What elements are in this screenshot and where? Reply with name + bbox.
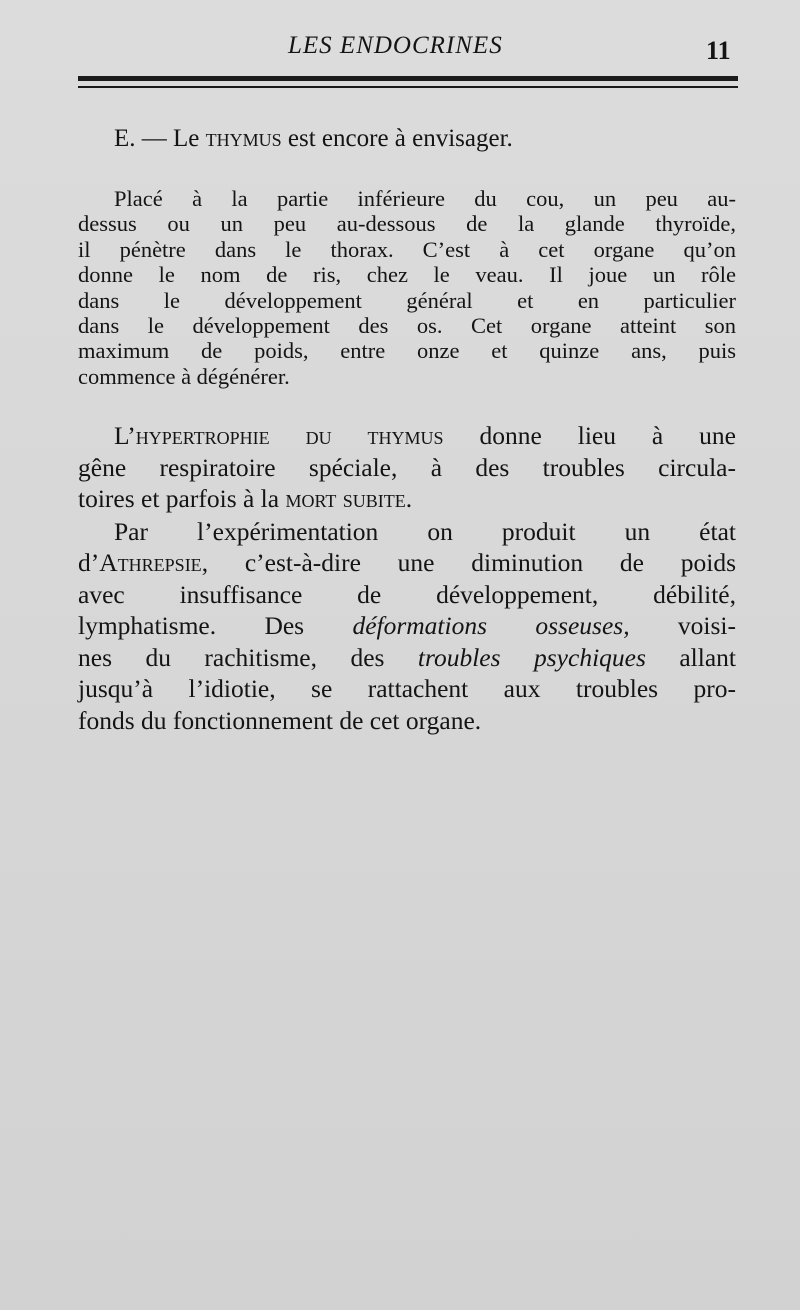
paragraph-line: Par l’expérimentation on produit un état (114, 516, 736, 546)
heading-suffix: est encore à envisager. (287, 125, 513, 152)
heading-prefix: E. — Le (114, 125, 200, 152)
text-run: toires et parfois à la (78, 484, 286, 513)
text-run: lymphatisme. Des (78, 611, 353, 640)
heading-thymus: thymus (205, 125, 282, 152)
italic-run: déformations osseuses, (352, 611, 630, 640)
small-caps-run: threpsie (117, 548, 202, 577)
paragraph-line: maximum de poids, entre onze et quinze ans, puis (78, 338, 736, 364)
paragraph-line: commence à dégénérer. (78, 363, 290, 389)
paragraph-line: avec insuffisance de développement, débilité, (78, 579, 736, 609)
text-run: d’A (78, 548, 118, 577)
header-rule-thin (78, 86, 738, 88)
running-title: LES ENDOCRINES (288, 32, 503, 59)
paragraph-line: gêne respiratoire spéciale, à des troubles circula- (78, 452, 736, 482)
paragraph-line: dessus ou un peu au-dessous de la glande thyroïde, (78, 211, 736, 237)
text-run: allant (645, 642, 736, 672)
section-heading (78, 122, 736, 156)
paragraph-line (78, 610, 736, 642)
paragraph-line: Placé à la partie inférieure du cou, un peu au- (114, 186, 736, 211)
text-run: L’ (114, 421, 136, 450)
text-run: nes du rachitisme, des (78, 642, 418, 672)
paragraph-line (78, 420, 736, 452)
paragraph-line: jusqu’à l’idiotie, se rattachent aux troubles pro- (78, 674, 736, 703)
text-run: , c’est-à-dire une diminution de poids (201, 548, 736, 577)
page-number: 11 (706, 36, 731, 65)
paragraph-line: donne le nom de ris, chez le veau. Il joue un rôle (78, 262, 736, 288)
paragraph-hypertrophy (78, 420, 736, 736)
text-run: donne lieu à une (443, 421, 736, 450)
text-run: voisi- (629, 611, 736, 640)
paragraph-line (78, 547, 736, 579)
header-rule-thick (78, 76, 738, 81)
small-caps-run: hypertrophie du thymus (135, 421, 444, 450)
section-heading-line (78, 122, 736, 156)
paragraph-line: fonds du fonctionnement de cet organe. (78, 705, 482, 735)
running-head (0, 28, 800, 68)
paragraph-thymus-description (78, 186, 736, 389)
paragraph-line (78, 642, 736, 674)
paragraph-line: dans le développement des os. Cet organe atteint son (78, 313, 736, 339)
small-caps-run: mort subite. (285, 484, 413, 513)
paragraph-line (78, 483, 736, 515)
paragraph-line: il pénètre dans le thorax. C’est à cet organe qu’on (78, 236, 736, 262)
italic-run: troubles psychiques (417, 642, 646, 672)
paragraph-line: dans le développement général et en particulier (78, 287, 736, 313)
